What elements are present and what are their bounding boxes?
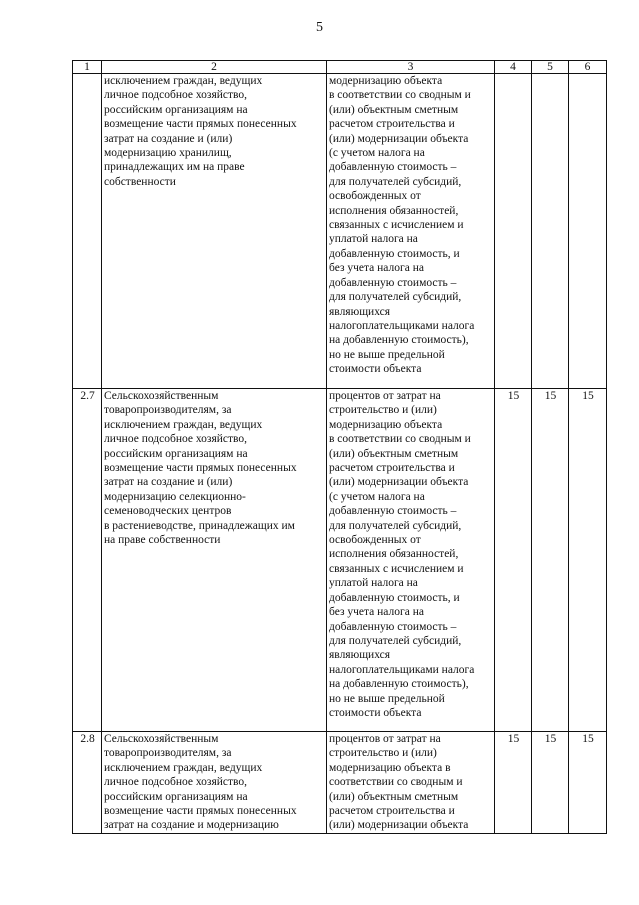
header-cell-4: 4 [495,61,532,74]
rate-value-col4 [495,74,532,389]
text-line: (или) объектным сметным [329,447,459,460]
text-line: (или) модернизации объекта [329,132,469,145]
table-row [73,732,607,834]
text-line: возмещение части прямых понесенных [104,118,297,131]
rate-value-col6: 15 [569,389,607,732]
text-line: затрат на создание и (или) [104,132,233,145]
rate-basis-description [327,74,495,389]
text-line: российским организациям на [104,103,248,116]
text-line: добавленную стоимость, и [329,247,460,260]
text-line: исключением граждан, ведущих [104,418,263,431]
recipient-description [102,74,327,389]
text-line: российским организациям на [104,447,248,460]
text-line: в соответствии со сводным и [329,89,471,102]
rate-value-col6 [569,74,607,389]
text-line: освобожденных от [329,190,421,203]
text-line: но не выше предельной [329,692,445,705]
text-line: добавленную стоимость – [329,276,457,289]
text-line: исполнения обязанностей, [329,548,459,561]
text-line: процентов от затрат на [329,733,441,745]
text-line: расчетом строительства и [329,118,455,131]
rate-basis-description [327,732,495,834]
rate-value-col6: 15 [569,732,607,834]
text-line: возмещение части прямых понесенных [104,462,297,475]
recipient-description [102,732,327,834]
text-line: соответствии со сводным и [329,776,463,789]
text-line: (или) модернизации объекта [329,476,469,489]
table-row [73,74,607,389]
text-line: Сельскохозяйственным [104,390,219,402]
header-cell-1: 1 [73,61,102,74]
header-cell-2: 2 [102,61,327,74]
rate-value-col4: 15 [495,389,532,732]
text-line: (или) модернизации объекта [329,819,469,832]
text-line: в соответствии со сводным и [329,433,471,446]
text-line: без учета налога на [329,262,424,275]
text-line: личное подсобное хозяйство, [104,89,248,102]
text-line: являющихся [329,305,391,318]
rate-value-col5: 15 [532,732,569,834]
text-line: (или) объектным сметным [329,790,459,803]
text-line: затрат на создание и (или) [104,476,233,489]
text-line: модернизацию объекта [329,418,443,431]
text-line: возмещение части прямых понесенных [104,805,297,818]
table-row [73,389,607,732]
text-line: стоимости объекта [329,706,422,719]
header-cell-3: 3 [327,61,495,74]
text-line: налогоплательщиками налога [329,663,475,676]
rate-basis-description [327,389,495,732]
text-line: исключением граждан, ведущих [104,761,263,774]
text-line: модернизацию объекта [329,75,443,87]
text-line: для получателей субсидий, [329,519,462,532]
text-line: стоимости объекта [329,363,422,376]
text-line: (или) объектным сметным [329,103,459,116]
text-line: уплатой налога на [329,577,418,590]
text-line: модернизацию хранилищ, [104,147,232,160]
text-line: товаропроизводителям, за [104,404,232,417]
text-line: добавленную стоимость – [329,620,457,633]
text-line: налогоплательщиками налога [329,319,475,332]
text-line: строительство и (или) [329,747,437,760]
text-line: добавленную стоимость – [329,505,457,518]
text-line: в растениеводстве, принадлежащих им [104,519,295,532]
recipient-description [102,389,327,732]
rate-value-col5 [532,74,569,389]
text-line: расчетом строительства и [329,462,455,475]
text-line: исполнения обязанностей, [329,204,459,217]
text-line: процентов от затрат на [329,390,441,402]
header-cell-6: 6 [569,61,607,74]
text-line: личное подсобное хозяйство, [104,776,248,789]
text-line: добавленную стоимость, и [329,591,460,604]
text-line: являющихся [329,649,391,662]
text-line: Сельскохозяйственным [104,733,219,745]
text-line: связанных с исчислением и [329,562,464,575]
rate-value-col5: 15 [532,389,569,732]
text-line: добавленную стоимость – [329,161,457,174]
row-number: 2.8 [73,732,102,834]
text-line: собственности [104,175,176,188]
text-line: уплатой налога на [329,233,418,246]
text-line: личное подсобное хозяйство, [104,433,248,446]
text-line: связанных с исчислением и [329,219,464,232]
text-line: на добавленную стоимость), [329,334,469,347]
subsidy-rates-table [72,60,607,834]
rate-value-col4: 15 [495,732,532,834]
text-line: товаропроизводителям, за [104,747,232,760]
text-line: освобожденных от [329,534,421,547]
text-line: модернизацию объекта в [329,761,451,774]
text-line: для получателей субсидий, [329,175,462,188]
text-line: исключением граждан, ведущих [104,75,263,87]
text-line: строительство и (или) [329,404,437,417]
text-line: модернизацию селекционно- [104,490,246,503]
text-line: расчетом строительства и [329,805,455,818]
text-line: на добавленную стоимость), [329,678,469,691]
header-cell-5: 5 [532,61,569,74]
page-number: 5 [316,20,323,35]
text-line: (с учетом налога на [329,490,425,503]
text-line: принадлежащих им на праве [104,161,245,174]
text-line: для получателей субсидий, [329,634,462,647]
text-line: (с учетом налога на [329,147,425,160]
row-number: 2.7 [73,389,102,732]
text-line: на праве собственности [104,534,221,547]
text-line: без учета налога на [329,606,424,619]
text-line: затрат на создание и модернизацию [104,819,279,832]
table-header-row [73,61,607,74]
text-line: российским организациям на [104,790,248,803]
text-line: семеноводческих центров [104,505,232,518]
row-number [73,74,102,389]
text-line: но не выше предельной [329,348,445,361]
text-line: для получателей субсидий, [329,291,462,304]
